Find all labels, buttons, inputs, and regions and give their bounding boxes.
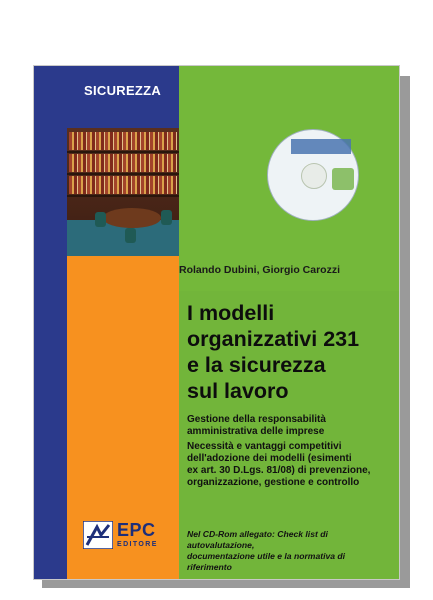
publisher-sub: EDITORE — [117, 541, 158, 548]
cd-rom-disc — [267, 129, 359, 221]
bookshelf-row — [69, 132, 177, 150]
library-photo — [67, 128, 179, 256]
book-title — [187, 300, 392, 404]
shelf-line — [67, 151, 179, 153]
bookshelf-row — [69, 154, 177, 172]
epc-logo-icon — [83, 521, 113, 549]
book-subtitle — [187, 414, 392, 438]
description-line: dell'adozione dei modelli (esimenti — [187, 453, 352, 464]
cd-label-square — [332, 168, 354, 190]
chair — [125, 228, 136, 243]
cd-hub — [301, 163, 327, 189]
subtitle-line: amministrativa delle imprese — [187, 426, 325, 437]
description-line: Necessità e vantaggi competitivi — [187, 441, 342, 452]
chair — [161, 210, 172, 225]
subtitle-line: Gestione della responsabilità — [187, 414, 326, 425]
description-line: ex art. 30 D.Lgs. 81/08) di prevenzione, — [187, 465, 371, 476]
series-label: SICUREZZA — [84, 83, 162, 98]
shelf-line — [67, 173, 179, 175]
publisher-name: EPC — [117, 520, 156, 540]
description-line: organizzazione, gestione e controllo — [187, 477, 360, 488]
authors: Rolando Dubini, Giorgio Carozzi — [179, 264, 340, 276]
title-line: e la sicurezza — [187, 353, 326, 377]
shelf-line — [67, 195, 179, 197]
cd-note-line: Nel CD-Rom allegato: Check list di autovalutazione, — [187, 529, 328, 550]
chair — [95, 212, 106, 227]
title-line: I modelli — [187, 301, 275, 325]
book-cover — [33, 65, 400, 580]
title-line: organizzativi 231 — [187, 327, 360, 351]
cd-note-line: documentazione utile e la normativa di riferimento — [187, 551, 346, 572]
bookshelf-row — [69, 176, 177, 194]
publisher-logo — [83, 518, 163, 558]
title-line: sul lavoro — [187, 379, 289, 403]
round-table — [103, 208, 161, 228]
blue-spine-column — [34, 66, 67, 580]
cd-rom-note — [187, 529, 392, 573]
cd-label-band — [291, 139, 351, 154]
book-description — [187, 441, 392, 489]
